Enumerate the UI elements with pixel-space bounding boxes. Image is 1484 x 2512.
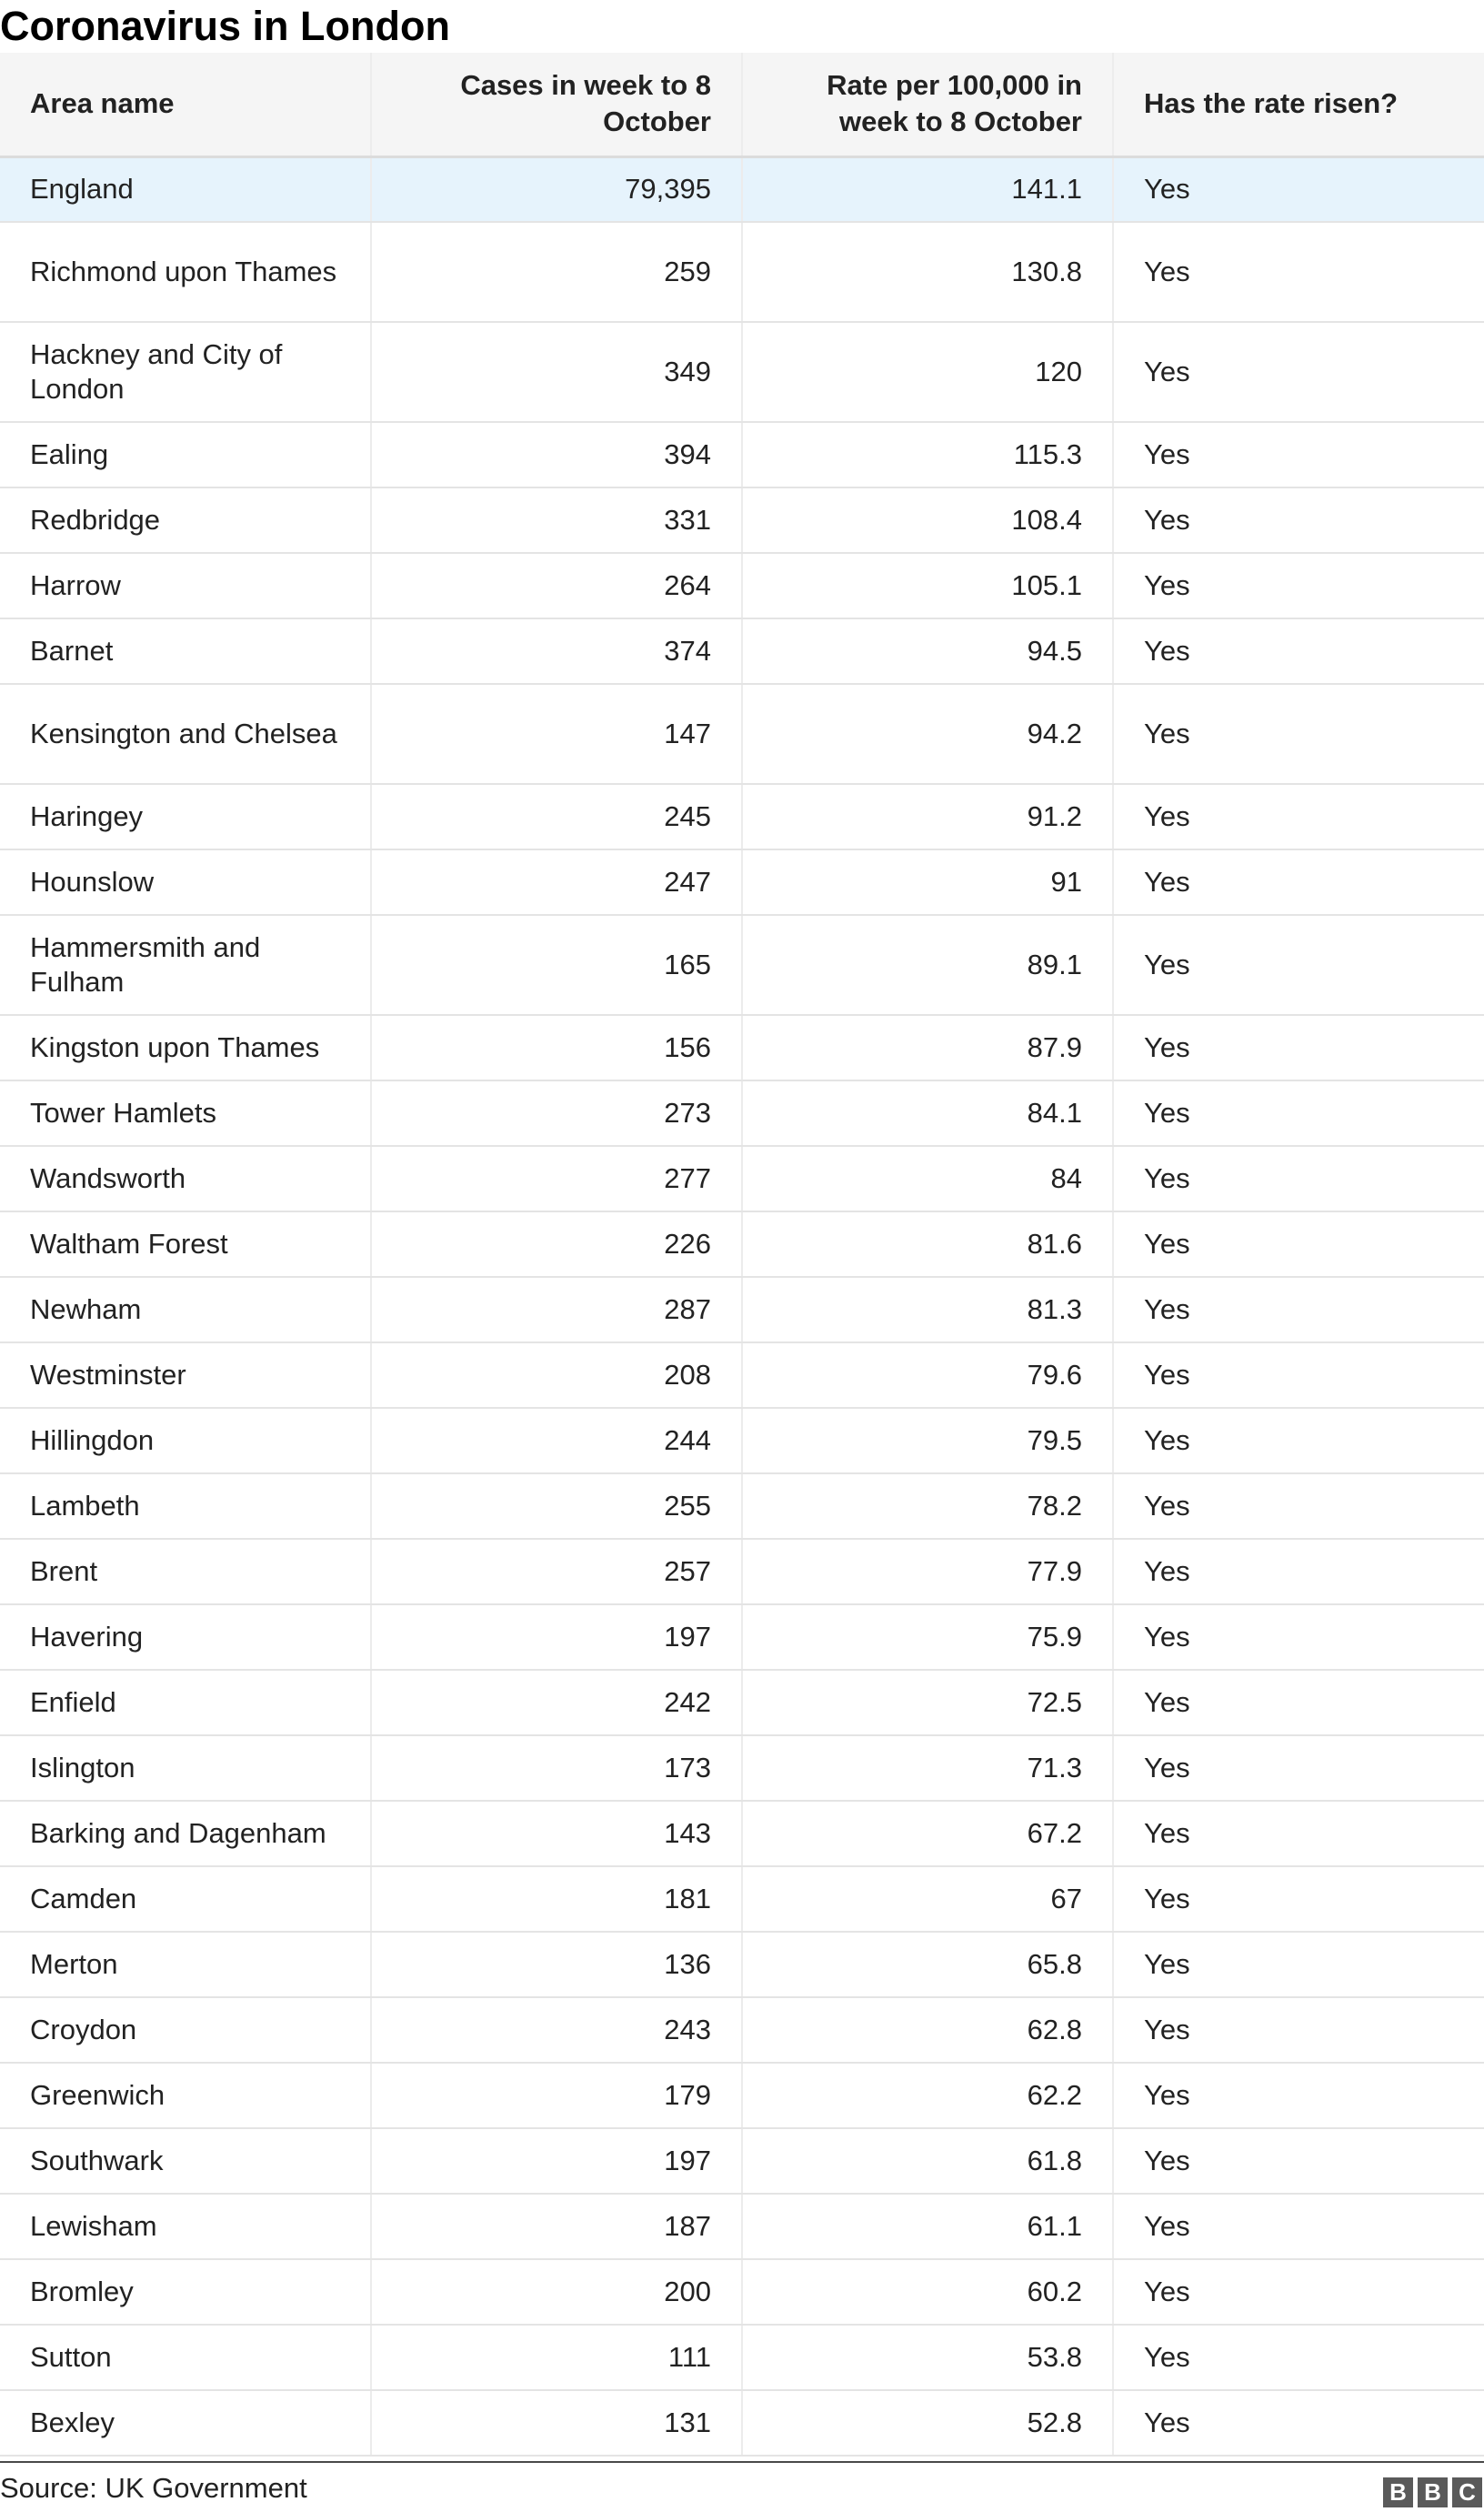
cell-cases: 243 bbox=[371, 1997, 742, 2063]
column-header-rate-risen: Has the rate risen? bbox=[1113, 53, 1484, 156]
table-row bbox=[0, 222, 1484, 322]
table-row bbox=[0, 618, 1484, 684]
cell-rate: 65.8 bbox=[742, 1932, 1113, 1997]
cell-area-name: Merton bbox=[0, 1932, 371, 1997]
footer-divider bbox=[0, 2461, 1484, 2463]
table-row bbox=[0, 1473, 1484, 1539]
cell-rate: 89.1 bbox=[742, 915, 1113, 1015]
cell-rate-risen: Yes bbox=[1113, 1539, 1484, 1604]
cell-rate-risen: Yes bbox=[1113, 1866, 1484, 1932]
logo-letter: C bbox=[1452, 2477, 1482, 2507]
table-row bbox=[0, 2128, 1484, 2194]
cell-cases: 111 bbox=[371, 2325, 742, 2390]
source-note: Source: UK Government bbox=[0, 2472, 307, 2504]
cell-cases: 245 bbox=[371, 784, 742, 849]
cell-cases: 255 bbox=[371, 1473, 742, 1539]
logo-letter: B bbox=[1418, 2477, 1448, 2507]
table-row bbox=[0, 2325, 1484, 2390]
cell-rate-risen: Yes bbox=[1113, 1670, 1484, 1735]
cell-rate-risen: Yes bbox=[1113, 1473, 1484, 1539]
cell-cases: 244 bbox=[371, 1408, 742, 1473]
cell-cases: 257 bbox=[371, 1539, 742, 1604]
cell-cases: 181 bbox=[371, 1866, 742, 1932]
cell-cases: 259 bbox=[371, 222, 742, 322]
cell-rate: 72.5 bbox=[742, 1670, 1113, 1735]
table-row bbox=[0, 684, 1484, 784]
cell-rate-risen: Yes bbox=[1113, 684, 1484, 784]
cell-rate: 77.9 bbox=[742, 1539, 1113, 1604]
cell-area-name: Lambeth bbox=[0, 1473, 371, 1539]
logo-letter: B bbox=[1383, 2477, 1413, 2507]
cell-area-name: Barnet bbox=[0, 618, 371, 684]
cell-area-name: Greenwich bbox=[0, 2063, 371, 2128]
cell-rate: 120 bbox=[742, 322, 1113, 422]
table-row bbox=[0, 1866, 1484, 1932]
cell-rate-risen: Yes bbox=[1113, 1408, 1484, 1473]
cell-area-name: Havering bbox=[0, 1604, 371, 1670]
bbc-logo bbox=[1383, 2477, 1482, 2507]
cell-rate-risen: Yes bbox=[1113, 618, 1484, 684]
cell-area-name: Westminster bbox=[0, 1342, 371, 1408]
cell-cases: 173 bbox=[371, 1735, 742, 1801]
cell-rate: 52.8 bbox=[742, 2390, 1113, 2456]
cell-area-name: Waltham Forest bbox=[0, 1211, 371, 1277]
cell-rate: 61.1 bbox=[742, 2194, 1113, 2259]
data-table bbox=[0, 53, 1484, 2457]
cell-cases: 349 bbox=[371, 322, 742, 422]
cell-cases: 208 bbox=[371, 1342, 742, 1408]
cell-rate: 141.1 bbox=[742, 156, 1113, 222]
cell-area-name: Hillingdon bbox=[0, 1408, 371, 1473]
cell-cases: 143 bbox=[371, 1801, 742, 1866]
table-row bbox=[0, 2259, 1484, 2325]
cell-area-name: Barking and Dagenham bbox=[0, 1801, 371, 1866]
cell-area-name: Hammersmith and Fulham bbox=[0, 915, 371, 1015]
cell-cases: 200 bbox=[371, 2259, 742, 2325]
column-header-area-name: Area name bbox=[0, 53, 371, 156]
cell-rate: 53.8 bbox=[742, 2325, 1113, 2390]
table-row bbox=[0, 156, 1484, 222]
table-row bbox=[0, 915, 1484, 1015]
cell-rate-risen: Yes bbox=[1113, 1801, 1484, 1866]
table-row bbox=[0, 1801, 1484, 1866]
table-row bbox=[0, 1932, 1484, 1997]
cell-rate: 62.2 bbox=[742, 2063, 1113, 2128]
cell-area-name: Enfield bbox=[0, 1670, 371, 1735]
table-row bbox=[0, 1408, 1484, 1473]
cell-area-name: Southwark bbox=[0, 2128, 371, 2194]
cell-cases: 179 bbox=[371, 2063, 742, 2128]
table-row bbox=[0, 1604, 1484, 1670]
cell-cases: 277 bbox=[371, 1146, 742, 1211]
table-row bbox=[0, 1997, 1484, 2063]
cell-area-name: Ealing bbox=[0, 422, 371, 487]
cell-cases: 197 bbox=[371, 1604, 742, 1670]
cell-cases: 131 bbox=[371, 2390, 742, 2456]
table-row bbox=[0, 2390, 1484, 2456]
cell-area-name: Islington bbox=[0, 1735, 371, 1801]
cell-cases: 374 bbox=[371, 618, 742, 684]
table-row bbox=[0, 1211, 1484, 1277]
cell-cases: 197 bbox=[371, 2128, 742, 2194]
table-row bbox=[0, 487, 1484, 553]
cell-rate: 79.5 bbox=[742, 1408, 1113, 1473]
cell-rate-risen: Yes bbox=[1113, 2194, 1484, 2259]
cell-rate: 81.6 bbox=[742, 1211, 1113, 1277]
table-row bbox=[0, 1146, 1484, 1211]
cell-rate: 67 bbox=[742, 1866, 1113, 1932]
cell-rate: 91.2 bbox=[742, 784, 1113, 849]
cell-rate: 94.2 bbox=[742, 684, 1113, 784]
cell-rate-risen: Yes bbox=[1113, 1080, 1484, 1146]
cell-rate-risen: Yes bbox=[1113, 222, 1484, 322]
cell-rate-risen: Yes bbox=[1113, 1342, 1484, 1408]
cell-cases: 273 bbox=[371, 1080, 742, 1146]
cell-cases: 79,395 bbox=[371, 156, 742, 222]
table-body bbox=[0, 156, 1484, 2456]
cell-rate: 91 bbox=[742, 849, 1113, 915]
cell-cases: 156 bbox=[371, 1015, 742, 1080]
cell-rate: 79.6 bbox=[742, 1342, 1113, 1408]
cell-rate: 87.9 bbox=[742, 1015, 1113, 1080]
cell-rate-risen: Yes bbox=[1113, 1211, 1484, 1277]
cell-cases: 165 bbox=[371, 915, 742, 1015]
data-table-container bbox=[0, 53, 1484, 2457]
cell-area-name: Hackney and City of London bbox=[0, 322, 371, 422]
cell-rate-risen: Yes bbox=[1113, 1277, 1484, 1342]
cell-rate: 115.3 bbox=[742, 422, 1113, 487]
chart-title: Coronavirus in London bbox=[0, 3, 450, 49]
cell-rate-risen: Yes bbox=[1113, 322, 1484, 422]
table-row bbox=[0, 553, 1484, 618]
cell-area-name: Brent bbox=[0, 1539, 371, 1604]
cell-rate: 130.8 bbox=[742, 222, 1113, 322]
cell-area-name: Lewisham bbox=[0, 2194, 371, 2259]
cell-cases: 147 bbox=[371, 684, 742, 784]
table-row bbox=[0, 1735, 1484, 1801]
cell-rate: 71.3 bbox=[742, 1735, 1113, 1801]
table-row bbox=[0, 1015, 1484, 1080]
cell-area-name: Kensington and Chelsea bbox=[0, 684, 371, 784]
cell-rate-risen: Yes bbox=[1113, 2259, 1484, 2325]
cell-rate-risen: Yes bbox=[1113, 553, 1484, 618]
cell-rate-risen: Yes bbox=[1113, 487, 1484, 553]
cell-rate: 61.8 bbox=[742, 2128, 1113, 2194]
cell-area-name: Wandsworth bbox=[0, 1146, 371, 1211]
cell-area-name: Richmond upon Thames bbox=[0, 222, 371, 322]
cell-rate-risen: Yes bbox=[1113, 422, 1484, 487]
cell-area-name: Tower Hamlets bbox=[0, 1080, 371, 1146]
table-row bbox=[0, 2063, 1484, 2128]
cell-rate: 108.4 bbox=[742, 487, 1113, 553]
cell-rate: 105.1 bbox=[742, 553, 1113, 618]
cell-area-name: Harrow bbox=[0, 553, 371, 618]
cell-rate: 84.1 bbox=[742, 1080, 1113, 1146]
cell-area-name: Haringey bbox=[0, 784, 371, 849]
cell-rate-risen: Yes bbox=[1113, 1146, 1484, 1211]
cell-rate: 78.2 bbox=[742, 1473, 1113, 1539]
cell-cases: 264 bbox=[371, 553, 742, 618]
cell-cases: 287 bbox=[371, 1277, 742, 1342]
cell-rate-risen: Yes bbox=[1113, 156, 1484, 222]
cell-area-name: Kingston upon Thames bbox=[0, 1015, 371, 1080]
cell-rate: 75.9 bbox=[742, 1604, 1113, 1670]
table-row bbox=[0, 1539, 1484, 1604]
table-row bbox=[0, 849, 1484, 915]
table-row bbox=[0, 322, 1484, 422]
cell-area-name: Redbridge bbox=[0, 487, 371, 553]
cell-rate-risen: Yes bbox=[1113, 784, 1484, 849]
cell-rate: 81.3 bbox=[742, 1277, 1113, 1342]
cell-rate-risen: Yes bbox=[1113, 2128, 1484, 2194]
cell-area-name: Sutton bbox=[0, 2325, 371, 2390]
cell-area-name: Newham bbox=[0, 1277, 371, 1342]
cell-area-name: Bromley bbox=[0, 2259, 371, 2325]
cell-rate-risen: Yes bbox=[1113, 1015, 1484, 1080]
cell-area-name: England bbox=[0, 156, 371, 222]
cell-rate-risen: Yes bbox=[1113, 1997, 1484, 2063]
table-row bbox=[0, 1670, 1484, 1735]
cell-cases: 331 bbox=[371, 487, 742, 553]
cell-rate: 60.2 bbox=[742, 2259, 1113, 2325]
cell-rate: 62.8 bbox=[742, 1997, 1113, 2063]
cell-rate-risen: Yes bbox=[1113, 2063, 1484, 2128]
table-row bbox=[0, 2194, 1484, 2259]
cell-cases: 394 bbox=[371, 422, 742, 487]
cell-cases: 136 bbox=[371, 1932, 742, 1997]
cell-cases: 226 bbox=[371, 1211, 742, 1277]
cell-rate-risen: Yes bbox=[1113, 1932, 1484, 1997]
cell-rate-risen: Yes bbox=[1113, 849, 1484, 915]
cell-area-name: Croydon bbox=[0, 1997, 371, 2063]
cell-cases: 247 bbox=[371, 849, 742, 915]
table-row bbox=[0, 784, 1484, 849]
cell-rate-risen: Yes bbox=[1113, 1735, 1484, 1801]
cell-area-name: Bexley bbox=[0, 2390, 371, 2456]
cell-cases: 187 bbox=[371, 2194, 742, 2259]
cell-cases: 242 bbox=[371, 1670, 742, 1735]
cell-rate-risen: Yes bbox=[1113, 2390, 1484, 2456]
table-row bbox=[0, 422, 1484, 487]
cell-area-name: Camden bbox=[0, 1866, 371, 1932]
column-header-cases: Cases in week to 8 October bbox=[371, 53, 742, 156]
cell-rate-risen: Yes bbox=[1113, 2325, 1484, 2390]
table-row bbox=[0, 1080, 1484, 1146]
header-row bbox=[0, 53, 1484, 156]
cell-rate: 94.5 bbox=[742, 618, 1113, 684]
cell-area-name: Hounslow bbox=[0, 849, 371, 915]
column-header-rate: Rate per 100,000 in week to 8 October bbox=[742, 53, 1113, 156]
cell-rate-risen: Yes bbox=[1113, 1604, 1484, 1670]
table-row bbox=[0, 1277, 1484, 1342]
cell-rate-risen: Yes bbox=[1113, 915, 1484, 1015]
table-row bbox=[0, 1342, 1484, 1408]
cell-rate: 67.2 bbox=[742, 1801, 1113, 1866]
cell-rate: 84 bbox=[742, 1146, 1113, 1211]
